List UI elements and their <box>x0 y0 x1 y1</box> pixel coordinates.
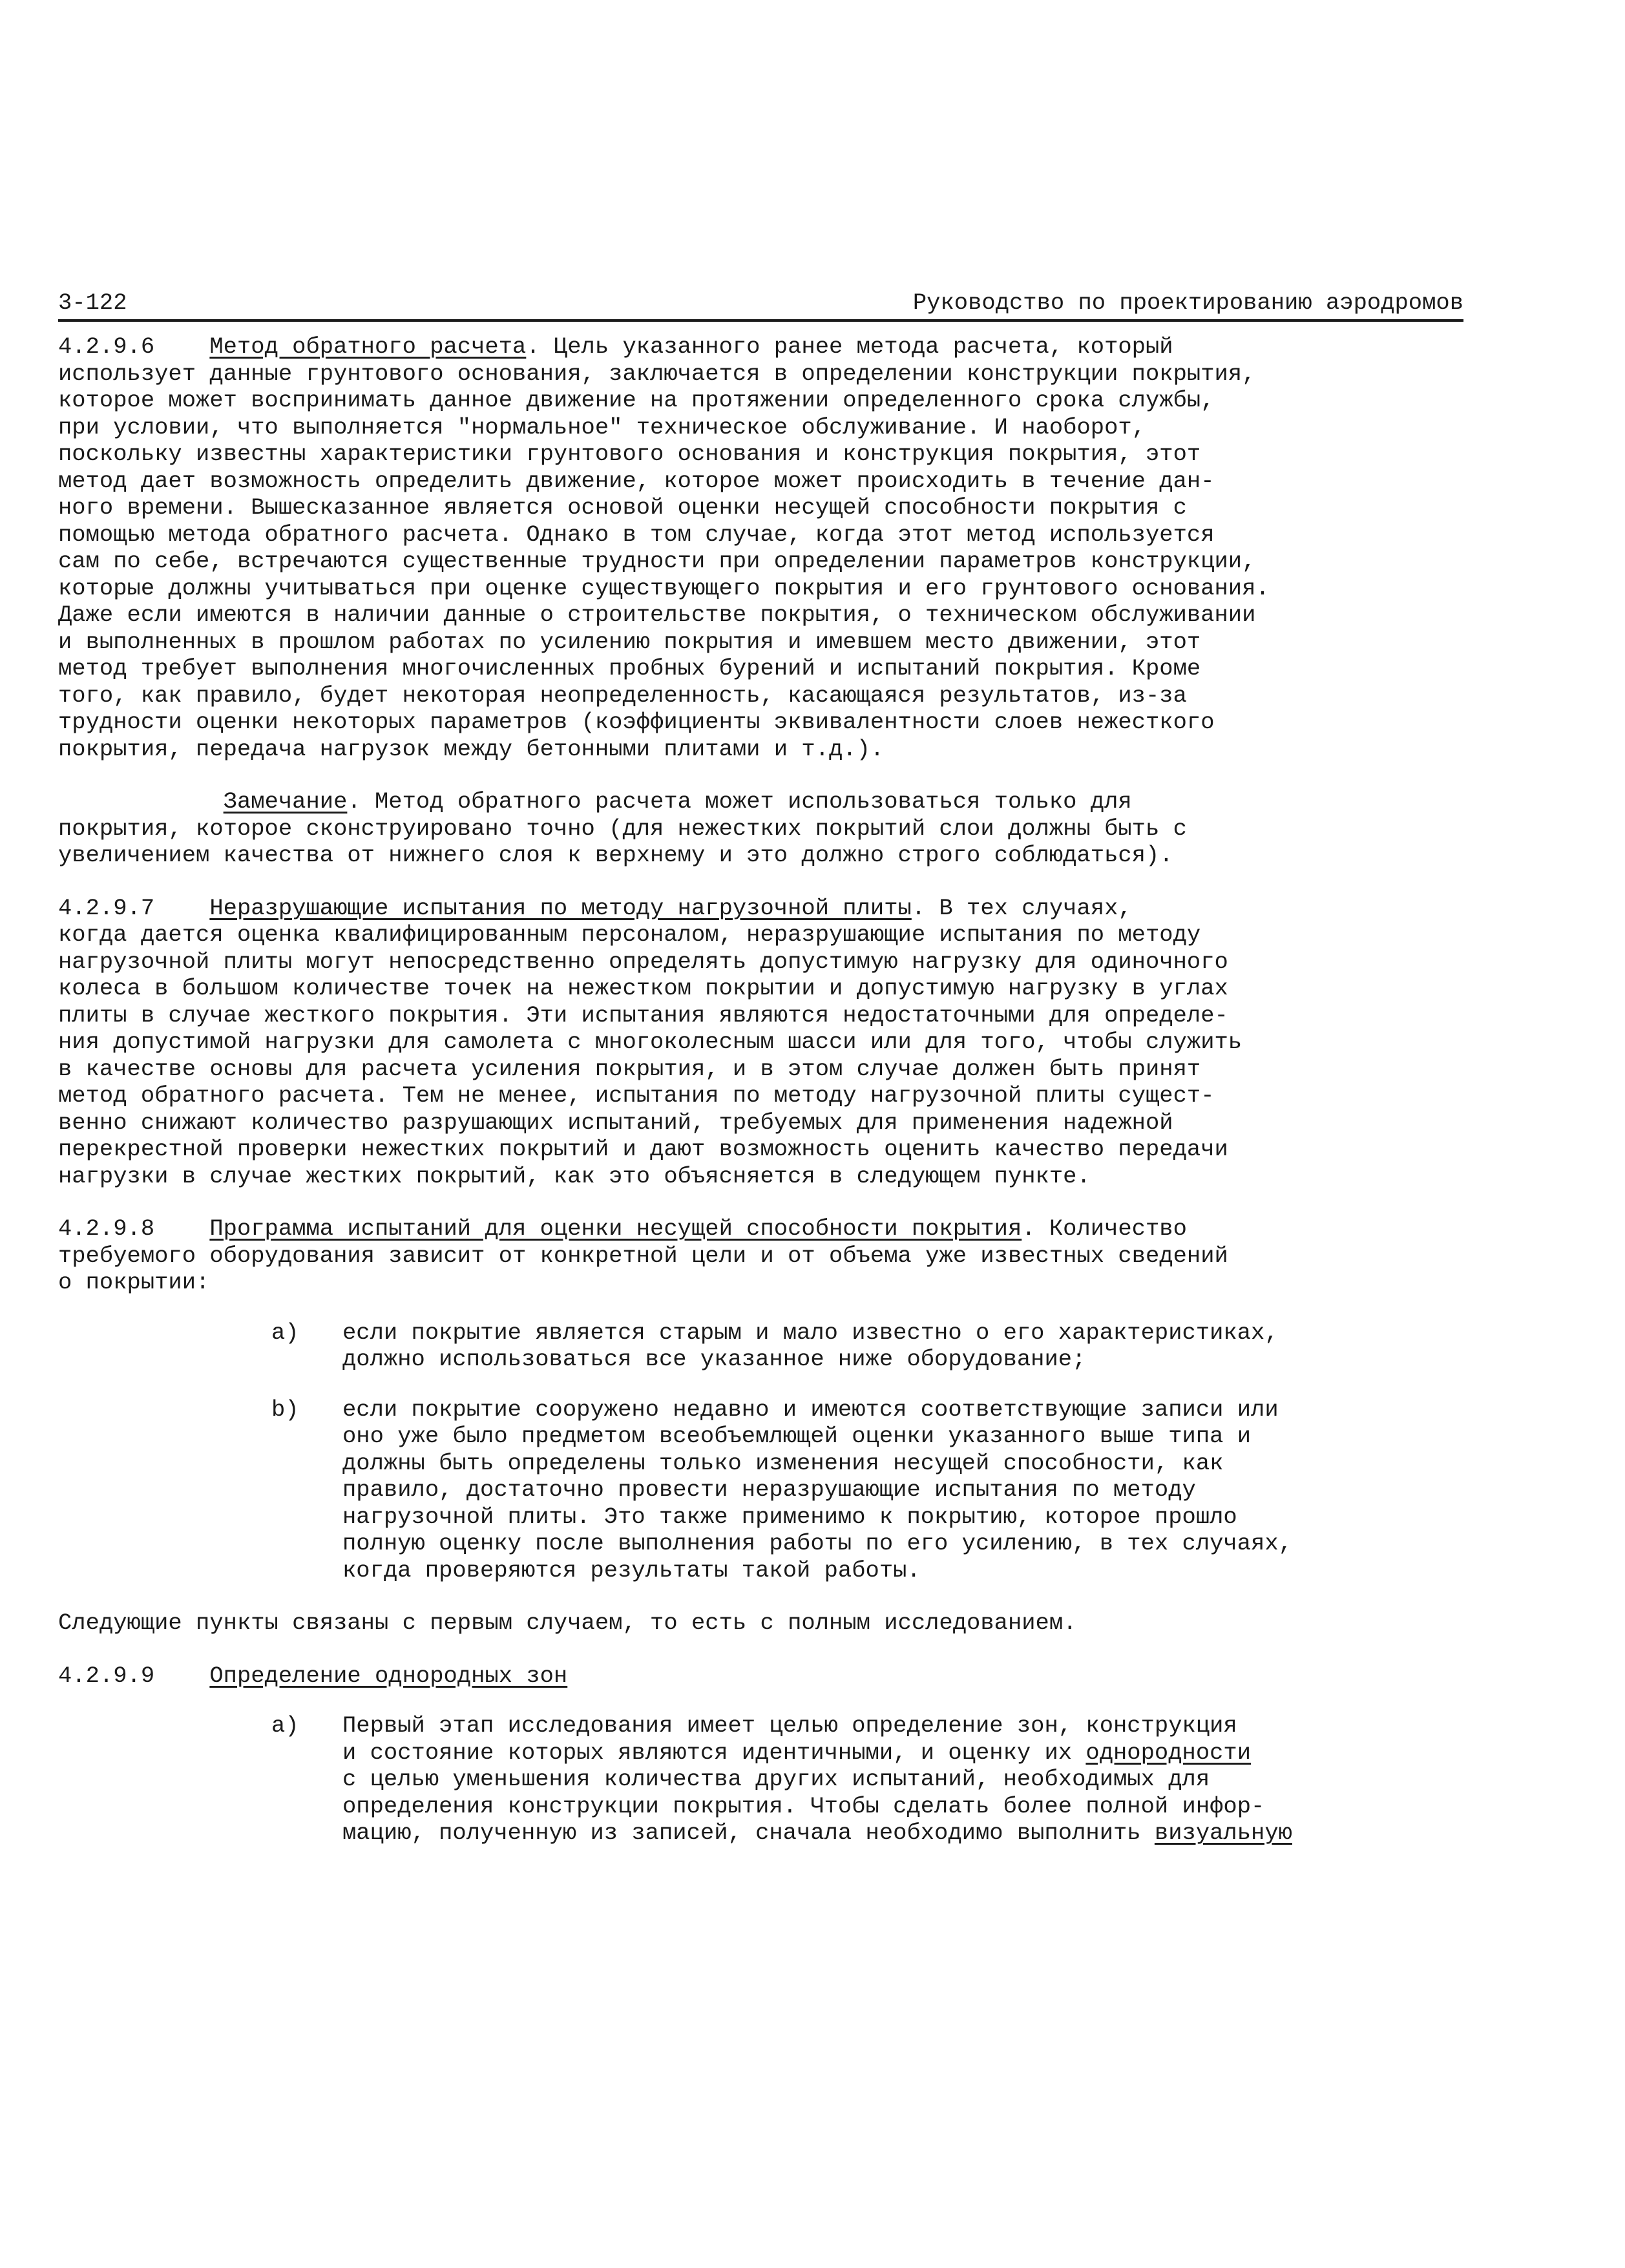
paragraph-line: Даже если имеются в наличии данные о строительстве покрытия, о техническом обслуживании <box>58 602 1256 628</box>
paragraph-line: при условии, что выполняется "нормальное" техническое обслуживание. И наоборот, <box>58 414 1146 441</box>
paragraph-line: покрытия, передача нагрузок между бетонными плитами и т.д.). <box>58 735 885 762</box>
list-item-line: должны быть определены только изменения несущей способности, как <box>342 1449 1224 1476</box>
paragraph-line: поскольку известны характеристики грунтового основания и конструкция покрытия, этот <box>58 441 1201 467</box>
list-item-b <box>271 1396 1480 1584</box>
paragraph-line: . В тех случаях, <box>911 894 1132 921</box>
paragraph-line: сам по себе, встречаются существенные трудности при определении параметров конструкции, <box>58 548 1256 574</box>
paragraph-line: метод требует выполнения многочисленных пробных бурений и испытаний покрытия. Кроме <box>58 655 1201 682</box>
list-item-line: если покрытие является старым и мало известно о его характеристиках, <box>342 1319 1279 1346</box>
section-number: 4.2.9.6 <box>58 333 155 360</box>
list-item-line: Первый этап исследования имеет целью определение зон, конструкция <box>342 1712 1237 1739</box>
paragraph-line: метод обратного расчета. Тем не менее, испытания по методу нагрузочной плиты сущест- <box>58 1082 1215 1109</box>
page-number: 3-122 <box>58 289 127 316</box>
paragraph-line: колеса в большом количестве точек на нежестком покрытии и допустимую нагрузку в углах <box>58 975 1228 1002</box>
list-item-line: мацию, полученную из записей, сначала необходимо выполнить <box>342 1820 1155 1846</box>
list-item-line: полную оценку после выполнения работы по его усилению, в тех случаях, <box>342 1530 1292 1557</box>
list-item-a <box>271 1712 1480 1847</box>
section-heading: Неразрушающие испытания по методу нагрузочной плиты <box>209 894 912 921</box>
paragraph-line: плиты в случае жесткого покрытия. Эти испытания являются недостаточными для определе- <box>58 1002 1228 1029</box>
list-item-line: оно уже было предметом всеобъемлющей оценки указанного выше типа и <box>342 1423 1252 1449</box>
page-header <box>58 286 1463 322</box>
paragraph-line: которые должны учитываться при оценке существующего покрытия и его грунтового основания. <box>58 574 1270 602</box>
list-item-line: нагрузочной плиты. Это также применимо к покрытию, которое прошло <box>342 1503 1237 1530</box>
document-page <box>58 286 1480 1847</box>
list-item-label: a) <box>271 1319 299 1346</box>
running-title: Руководство по проектированию аэродромов <box>912 289 1463 316</box>
section-number: 4.2.9.7 <box>58 894 155 921</box>
paragraph-line: . Метод обратного расчета может использоваться только для <box>347 788 1132 815</box>
underlined-term: однородности <box>1085 1739 1252 1766</box>
paragraph-line: . Цель указанного ранее метода расчета, который <box>526 333 1173 360</box>
list-item-line: если покрытие сооружено недавно и имеются соответствующие записи или <box>342 1396 1279 1423</box>
paragraph-line: использует данные грунтового основания, заключается в определении конструкции покрытия, <box>58 360 1256 387</box>
section-number: 4.2.9.9 <box>58 1662 155 1689</box>
section-4-2-9-9 <box>58 1663 1480 1847</box>
paragraph-line: которое может воспринимать данное движение на протяжении определенного срока службы, <box>58 387 1215 414</box>
paragraph-line: увеличением качества от нижнего слоя к верхнему и это должно строго соблюдаться). <box>58 842 1173 868</box>
note-block <box>58 788 1480 869</box>
list-item-label: b) <box>271 1396 299 1423</box>
list-item-line: и состояние которых являются идентичными, и оценку их <box>342 1739 1086 1766</box>
paragraph-line: в качестве основы для расчета усиления покрытия, и в этом случае должен быть принят <box>58 1055 1201 1082</box>
list-item-line: правило, достаточно провести неразрушающие испытания по методу <box>342 1476 1196 1503</box>
section-4-2-9-7 <box>58 895 1480 1190</box>
paragraph-line: трудности оценки некоторых параметров (коэффициенты эквивалентности слоев нежесткого <box>58 709 1215 735</box>
list-item-line: когда проверяются результаты такой работы. <box>342 1557 921 1584</box>
section-4-2-9-8 <box>58 1215 1480 1584</box>
list-item-line: определения конструкции покрытия. Чтобы сделать более полной инфор- <box>342 1792 1265 1820</box>
list-item-a <box>271 1319 1480 1373</box>
section-heading: Программа испытаний для оценки несущей способности покрытия <box>209 1215 1022 1242</box>
paragraph-line: нагрузочной плиты могут непосредственно определять допустимую нагрузку для одиночного <box>58 948 1228 975</box>
paragraph-line: . Количество <box>1022 1215 1187 1242</box>
paragraph-line: перекрестной проверки нежестких покрытий и дают возможность оценить качество передачи <box>58 1136 1228 1162</box>
paragraph-line: помощью метода обратного расчета. Однако в том случае, когда этот метод используется <box>58 521 1215 548</box>
paragraph-line: ния допустимой нагрузки для самолета с многоколесным шасси или для того, чтобы служить <box>58 1029 1242 1055</box>
paragraph-line: о покрытии: <box>58 1269 210 1296</box>
section-heading: Метод обратного расчета <box>209 333 527 360</box>
paragraph-line: нагрузки в случае жестких покрытий, как это объясняется в следующем пункте. <box>58 1162 1091 1190</box>
paragraph-line: требуемого оборудования зависит от конкретной цели и от объема уже известных сведений <box>58 1242 1228 1269</box>
paragraph-line: метод дает возможность определить движение, которое может происходить в течение дан- <box>58 467 1215 494</box>
section-number: 4.2.9.8 <box>58 1215 155 1242</box>
paragraph-line: когда дается оценка квалифицированным персоналом, неразрушающие испытания по методу <box>58 921 1201 948</box>
section-heading: Определение однородных зон <box>209 1662 568 1689</box>
underlined-term: визуальную <box>1154 1820 1292 1846</box>
note-label: Замечание <box>223 788 348 815</box>
section-4-2-9-6 <box>58 333 1480 762</box>
list-item-label: a) <box>271 1712 299 1739</box>
paragraph-line: покрытия, которое сконструировано точно (для нежестких покрытий слои должны быть с <box>58 815 1187 842</box>
paragraph-line: и выполненных в прошлом работах по усилению покрытия и имевшем место движении, этот <box>58 628 1201 655</box>
transition-sentence: Следующие пункты связаны с первым случаем, то есть с полным исследованием. <box>58 1610 1077 1636</box>
paragraph-line: ного времени. Вышесказанное является основой оценки несущей способности покрытия с <box>58 494 1187 521</box>
paragraph-line: венно снижают количество разрушающих испытаний, требуемых для применения надежной <box>58 1109 1173 1136</box>
list-item-line: должно использоваться все указанное ниже оборудование; <box>342 1346 1086 1372</box>
paragraph-line: того, как правило, будет некоторая неопределенность, касающаяся результатов, из-за <box>58 682 1187 709</box>
list-item-line: с целью уменьшения количества других испытаний, необходимых для <box>342 1766 1210 1792</box>
